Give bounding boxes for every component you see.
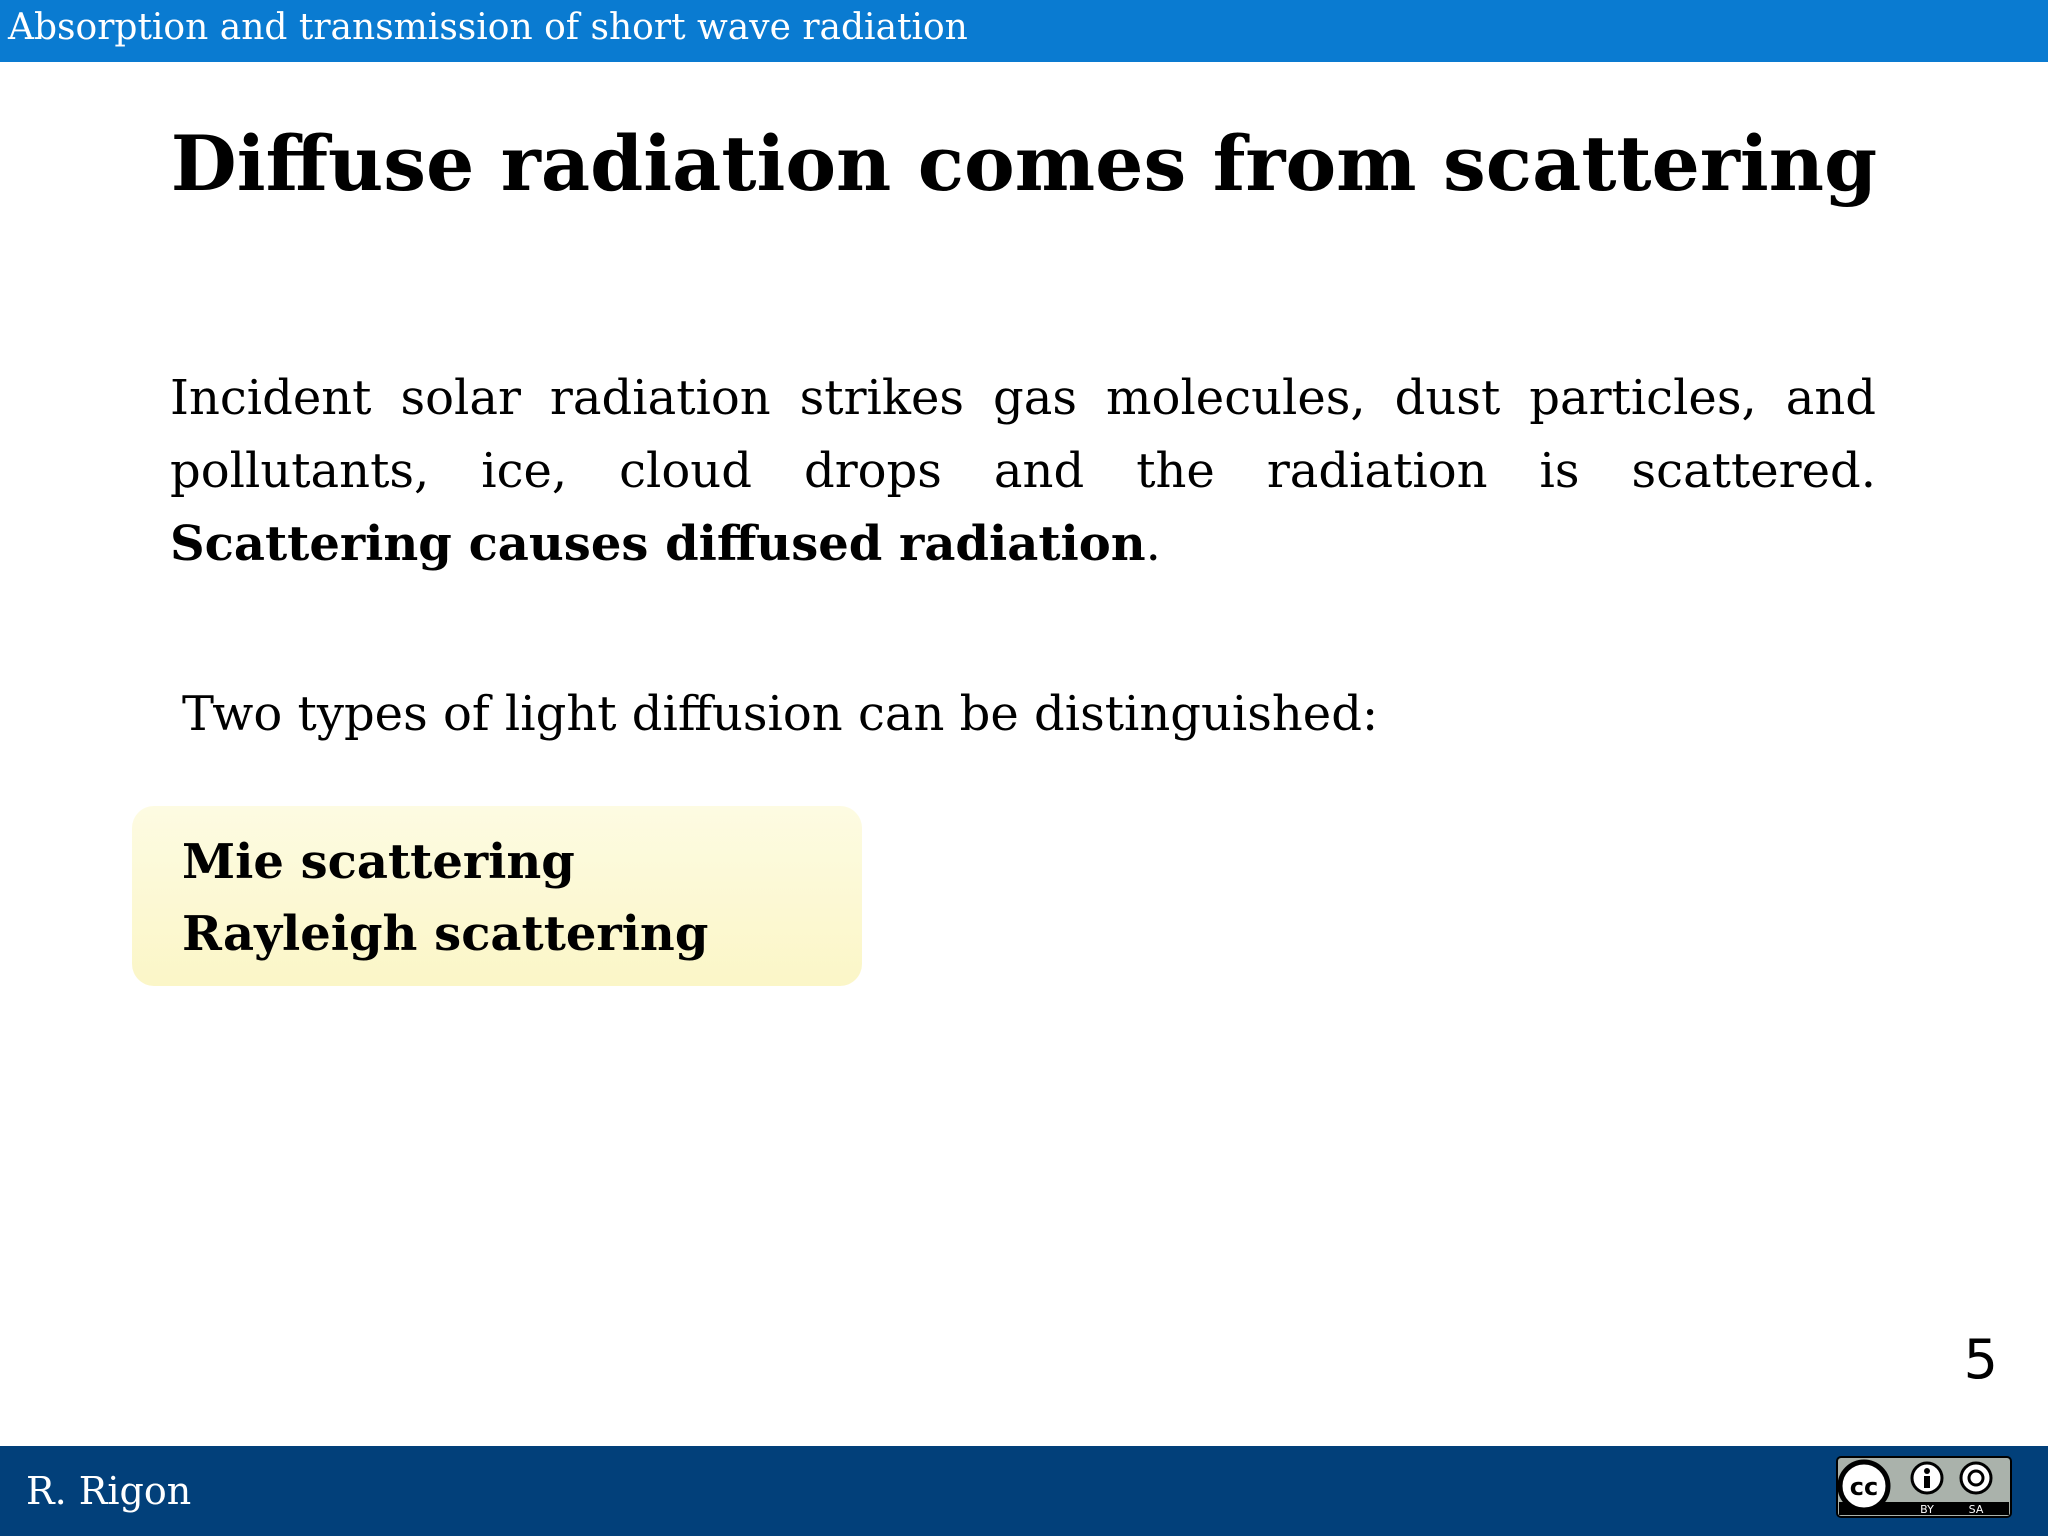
intro-paragraph: [170, 362, 1876, 581]
types-intro: Two types of light diffusion can be distinguished:: [182, 686, 1379, 742]
cc-by-sa-icon[interactable]: [1836, 1456, 2012, 1518]
intro-end: .: [1145, 516, 1161, 572]
license-label-by: BY: [1920, 1503, 1934, 1516]
list-item-rayleigh-scattering: Rayleigh scattering: [182, 906, 709, 962]
intro-bold-text: Scattering causes diffused radiation: [170, 516, 1146, 572]
author-name: R. Rigon: [26, 1469, 192, 1513]
footer-bar: [0, 1446, 2048, 1536]
section-title: Absorption and transmission of short wave radiation: [8, 7, 968, 48]
scattering-types-list: [182, 826, 708, 970]
list-item-mie-scattering: Mie scattering: [182, 834, 575, 890]
page-number: 5: [1963, 1328, 1998, 1391]
svg-text:cc: cc: [1849, 1473, 1879, 1501]
license-label-sa: SA: [1968, 1503, 1984, 1516]
slide-title: Diffuse radiation comes from scattering: [170, 119, 1878, 208]
scattering-types-box: [132, 806, 862, 986]
header-bar: [0, 0, 2048, 62]
intro-text: Incident solar radiation strikes gas molecules, dust particles, and pollutants, ice, cloud drops and the radiation is scattered.: [170, 370, 1876, 499]
